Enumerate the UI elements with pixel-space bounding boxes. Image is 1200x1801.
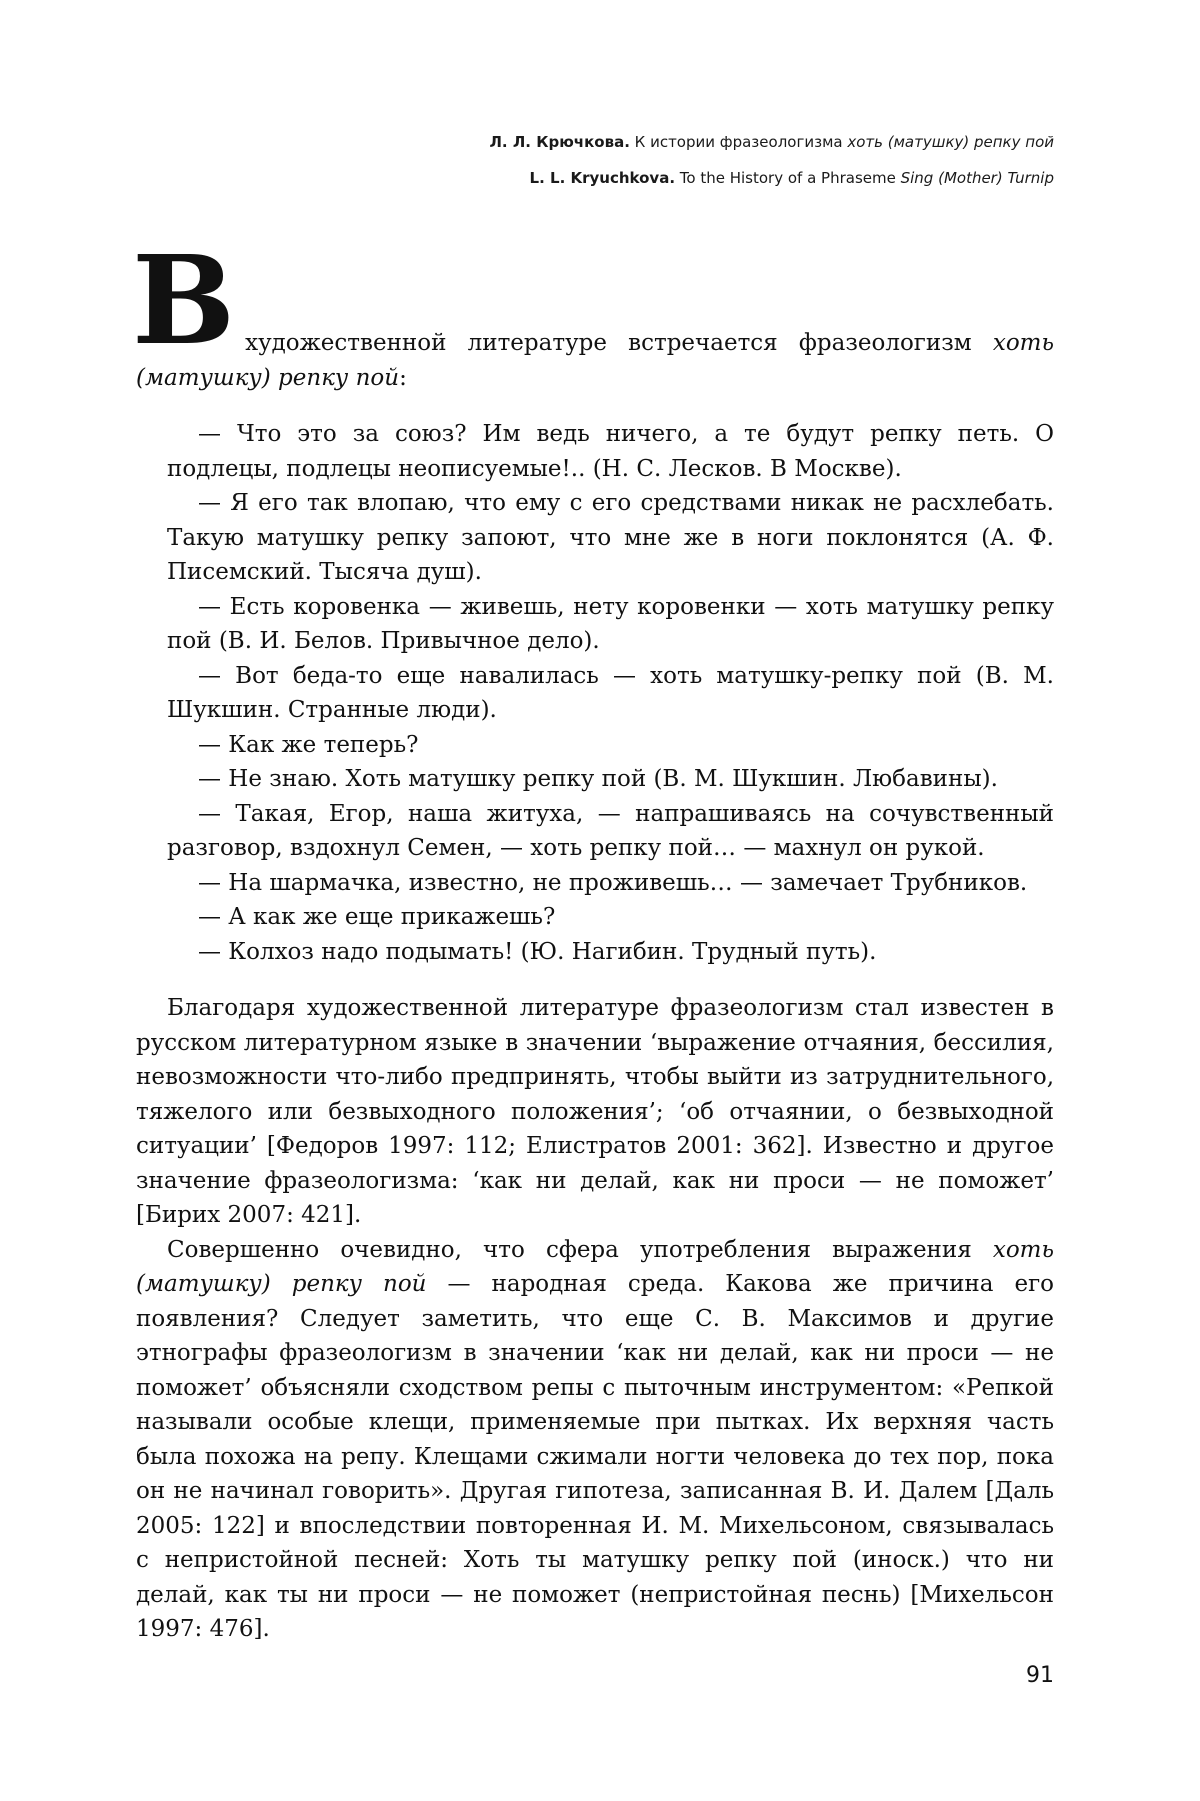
lead-phraseme: хоть (матушку) репку пой — [136, 330, 1054, 391]
running-head-ru — [489, 124, 1054, 160]
quote-line: — Как же теперь? — [198, 731, 419, 758]
paragraph-origin-rest: — народная среда. Какова же причина его появления? Следует заметить, что еще С. В. Максимов и другие этнографы фразеологизм в значении ‘как ни делай, как ни проси — не поможет’ объясняли сходством репы с пыточным инструментом: «Репкой называли особые клещи, применяемые при пытках. Их верхняя часть была похожа на репу. Клещами сжимали ногти человека до тех пор, пока он не начинал говорить». Другая гипотеза, записанная В. И. Далем [Даль 2005: 122] и впоследствии повторенная И. М. Михельсоном, связывалась с непристойной песней: Хоть ты матушку репку пой (иноск.) что ни делай, как ты ни проси — не поможет (непристойная песнь) [Михельсон 1997: 476]. — [136, 1271, 1054, 1642]
quotation-block — [167, 417, 1054, 969]
quote-line: — Не знаю. Хоть матушку репку пой (В. М. Шукшин. Любавины). — [198, 766, 998, 792]
lead-colon: : — [399, 364, 407, 391]
quote-line: — Колхоз надо подымать! (Ю. Нагибин. Трудный путь). — [198, 938, 877, 965]
lead-text: художественной литературе встречается фразеологизм — [245, 330, 993, 356]
running-head-ru-phraseme: хоть (матушку) репку пой — [847, 133, 1054, 151]
running-head-en-author: L. L. Kryuchkova. — [529, 169, 676, 187]
quote-line: — Вот беда-то еще навалилась — хоть матушку-репку пой (В. М. Шукшин. Странные люди). — [167, 662, 1054, 723]
article-body — [132, 228, 1054, 1647]
quote-line: — Такая, Егор, наша житуха, — напрашиваясь на сочувственный разговор, вздохнул Семен, — хоть репку пой… — махнул он рукой. — [167, 800, 1054, 861]
quote-line: — Я его так влопаю, что ему с его средствами никак не расхлебать. Такую матушку репку запоют, что мне же в ноги поклонятся (А. Ф. Писемский. Тысяча душ). — [167, 490, 1054, 585]
running-head-ru-title: К истории фразеологизма — [629, 133, 848, 151]
paragraph-origin-start: Совершенно очевидно, что сфера употребления выражения — [167, 1236, 993, 1263]
paragraph-meanings: Благодаря художественной литературе фразеологизм стал известен в русском литературном языке в значении ‘выражение отчаяния, бессилия, невозможности что-либо предпринять, чтобы выйти из затруднительного, тяжелого или безвыходного положения’; ‘об отчаянии, о безвыходной ситуации’ [Федоров 1997: 112; Елистратов 2001: 362]. Известно и другое значение фразеологизма: ‘как ни делай, как ни проси — не поможет’ [Бирих 2007: 421]. — [136, 995, 1054, 1228]
quote-line: — Есть коровенка — живешь, нету коровенки — хоть матушку репку пой (В. И. Белов. Привычное дело). — [167, 593, 1054, 654]
quote-line: — На шармачка, известно, не проживешь… — замечает Трубников. — [198, 869, 1028, 896]
page-number: 91 — [1026, 1663, 1054, 1688]
paragraph-origin-phraseme: хоть (матушку) репку пой — [136, 1236, 1054, 1297]
running-head-en — [489, 160, 1054, 196]
running-head-en-phraseme: Sing (Mother) Turnip — [900, 169, 1054, 187]
drop-cap: В — [132, 228, 236, 372]
running-head-en-title: To the History of a Phraseme — [675, 169, 901, 187]
lead-paragraph — [132, 228, 1054, 395]
quote-line: — А как же еще прикажешь? — [198, 904, 556, 930]
quote-line: — Что это за союз? Им ведь ничего, а те будут репку петь. О подлецы, подлецы неописуемые!.. (Н. С. Лесков. В Москве). — [167, 421, 1054, 482]
paragraph-origin — [136, 1233, 1054, 1647]
running-head-ru-author: Л. Л. Крючкова. — [489, 133, 630, 151]
running-head — [489, 124, 1054, 196]
lead-text-wrap — [136, 240, 1054, 395]
